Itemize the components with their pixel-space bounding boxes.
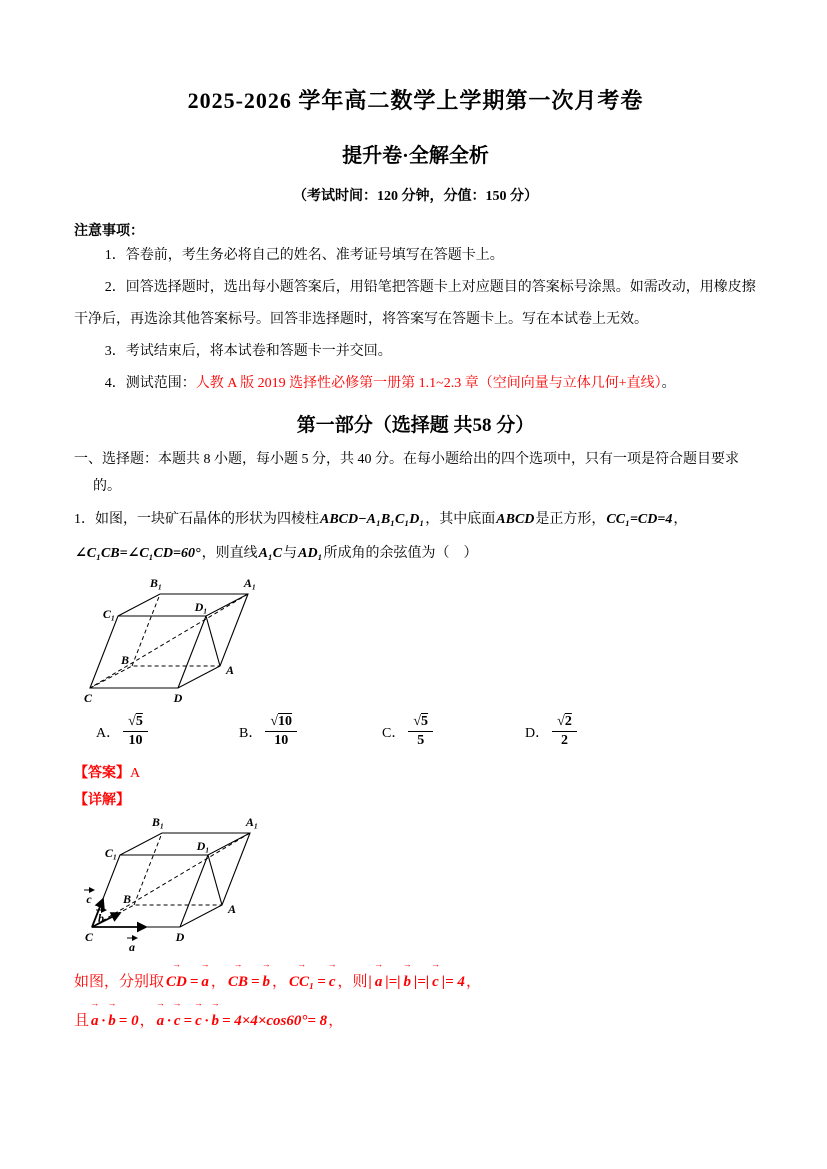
figure2-label-a1: A₁	[245, 814, 259, 829]
option-b-letter: B．	[239, 725, 263, 741]
question-1-options	[96, 714, 757, 750]
notice-heading: 注意事项：	[74, 224, 144, 239]
notice-item-2: 2．回答选择题时，选出每小题答案后，用铅笔把答题卡上对应题目的答案标号涂黑。如需改动，用橡皮擦干净后，再选涂其他答案标号。回答非选择题时，将答案写在答题卡上。写在本试卷上无效。	[74, 279, 756, 327]
question-section-intro: 一、选择题：本题共 8 小题，每小题 5 分，共 40 分。在每小题给出的四个选项中，只有一项是符合题目要求的。	[74, 451, 739, 494]
figure2-label-d1: D₁	[196, 838, 210, 853]
solution-line-1: 如图，分别取 CD → = a → ， CB → = b → ， CC₁ → = c → ，则| a → |=| b → |=| c → |= 4，	[74, 961, 757, 1000]
question-1-text: 1．如图，一块矿石晶体的形状为四棱柱ABCD−A₁B₁C₁D₁，其中底面ABCD是正方形，CC₁=CD=4，∠C₁CB=∠C₁CD=60°，则直线A₁C与AD₁所成角的余弦值为（ ）	[74, 512, 688, 562]
option-b	[239, 714, 382, 750]
notice-item-4-scope: 人教 A 版 2019 选择性必修第一册第 1.1~2.3 章（空间向量与立体几何+直线）	[195, 375, 662, 391]
notice-item-3: 3．考试结束后，将本试卷和答题卡一并交回。	[104, 343, 392, 359]
figure2-label-b: B	[122, 891, 132, 906]
solution-line-2: 且 a → · b → = 0， a → · c → = c → · b → = 4×4×cos60°= 8，	[74, 1000, 757, 1039]
option-a-letter: A．	[96, 725, 121, 741]
option-c-letter: C．	[382, 725, 406, 741]
figure1-label-a1: A₁	[243, 575, 257, 590]
figure1-label-c1: C₁	[102, 606, 116, 621]
notice-item-4-suffix: 。	[661, 375, 676, 391]
answer-label: 【答案】	[74, 765, 130, 781]
option-d-letter: D．	[525, 725, 550, 741]
vector-parallelepiped-figure-icon	[82, 811, 277, 959]
figure1-label-c: C	[83, 690, 93, 705]
figure1-label-b: B	[120, 652, 130, 667]
detail-label: 【详解】	[74, 792, 130, 808]
option-c	[382, 714, 525, 750]
notice-item-1: 1．答卷前，考生务必将自己的姓名、准考证号填写在答题卡上。	[104, 248, 504, 263]
option-a	[96, 714, 239, 750]
section-heading: 第一部分（选择题 共58 分）	[296, 414, 535, 436]
figure2-label-b1: B₁	[151, 814, 165, 829]
option-d	[525, 714, 668, 750]
option-b-fraction: $\frac{√10}{10}$	[265, 714, 297, 750]
figure2-vector-a-label: a	[129, 939, 135, 954]
figure2-vector-c-label: c	[86, 891, 92, 906]
solution-figure	[82, 811, 757, 959]
notice-item-4-prefix: 4．测试范围：	[104, 375, 196, 391]
figure2-label-c: C	[84, 929, 94, 944]
figure2-label-d: D	[175, 929, 185, 944]
figure2-vector-b-label: b	[98, 910, 104, 925]
page-subtitle: 提升卷·全解全析	[342, 145, 489, 167]
option-a-fraction: $\frac{√5}{10}$	[123, 714, 148, 750]
question-figure	[82, 574, 757, 708]
figure1-label-a: A	[225, 662, 235, 677]
answer-line	[74, 762, 757, 782]
page-title: 2025-2026 学年高二数学上学期第一次月考卷	[187, 88, 644, 113]
figure2-label-c1: C₁	[104, 845, 118, 860]
figure1-label-d1: D₁	[194, 599, 208, 614]
parallelepiped-figure-icon	[82, 574, 267, 708]
figure1-label-d: D	[173, 690, 183, 705]
option-c-fraction: $\frac{√5}{5}$	[408, 714, 433, 750]
answer-value: A	[130, 765, 141, 781]
notice-item-4	[74, 368, 757, 400]
exam-info: （考试时间：120 分钟，分值：150 分）	[293, 189, 538, 204]
option-d-fraction: $\frac{√2}{2}$	[552, 714, 577, 750]
figure2-label-a: A	[227, 901, 237, 916]
figure1-label-b1: B₁	[149, 575, 163, 590]
